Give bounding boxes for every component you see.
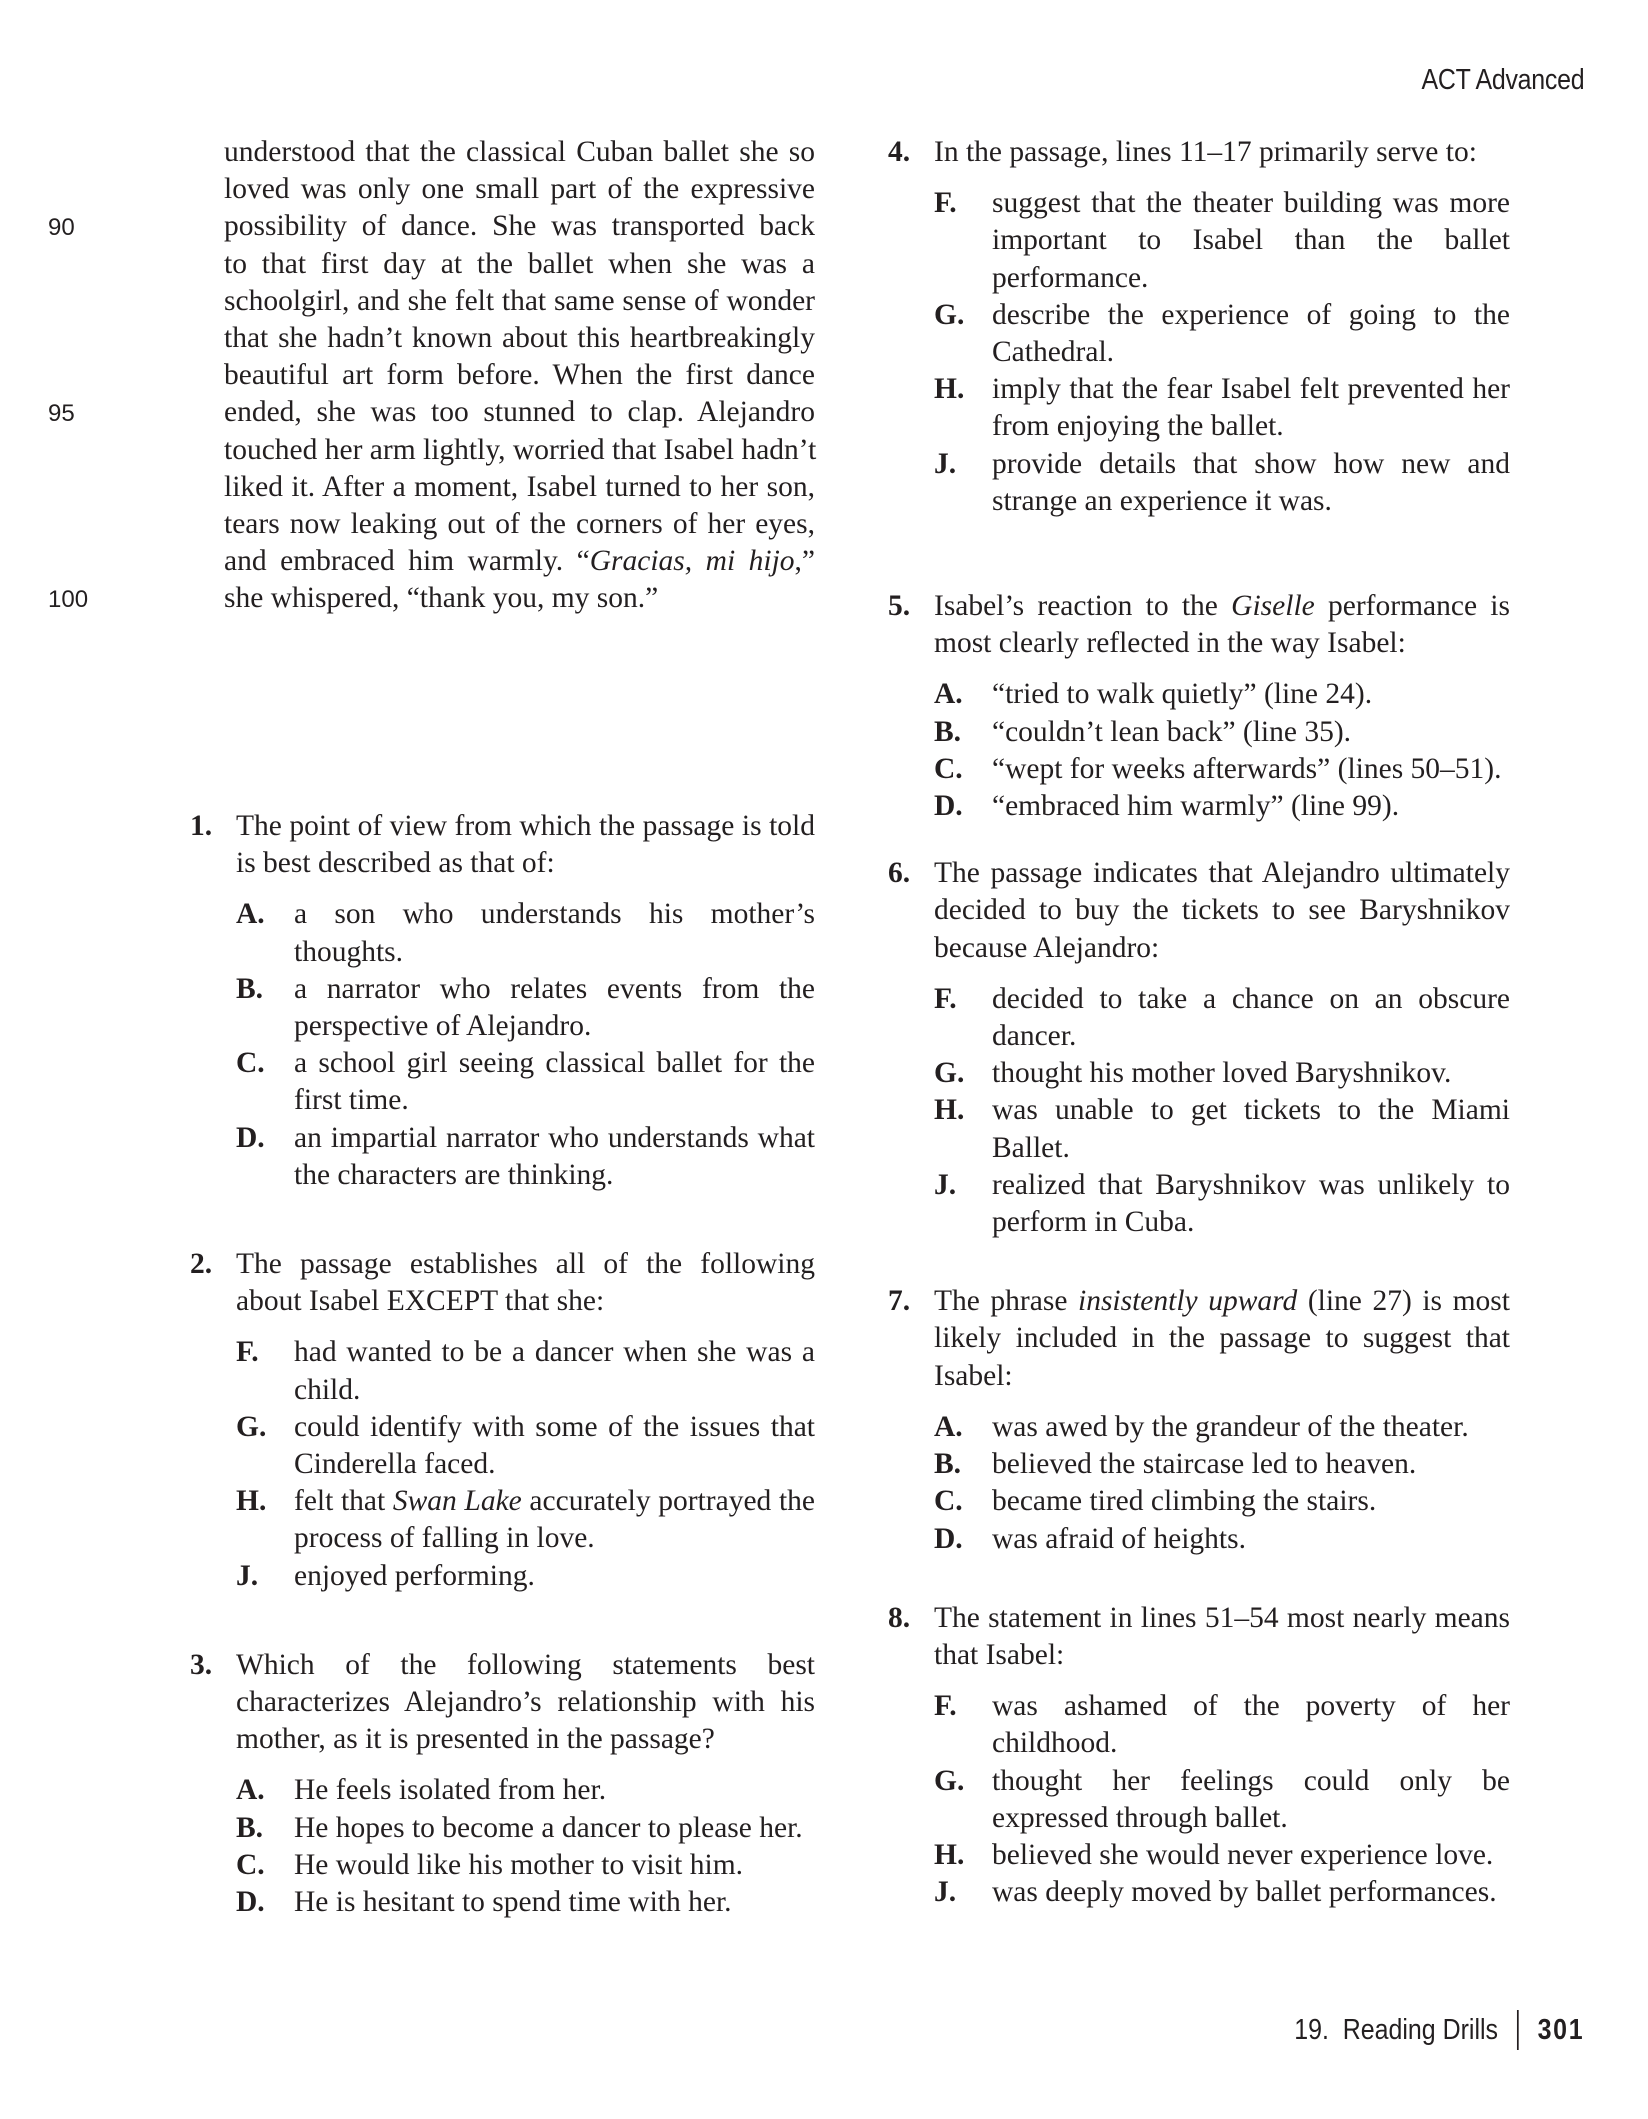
answer-choices <box>934 1409 1510 1558</box>
answer-choice-h[interactable]: H. felt that Swan Lake accurately portrayed the process of falling in love. <box>236 1485 815 1555</box>
question-stem: The phrase insistently upward (line 27) is most likely included in the passage to suggest that Isabel: <box>934 1285 1510 1392</box>
answer-choice-j[interactable]: J. was deeply moved by ballet performances. <box>934 1876 1497 1909</box>
question-stem: The passage establishes all of the following about Isabel EXCEPT that she: <box>236 1248 815 1318</box>
answer-choice-a[interactable]: A. was awed by the grandeur of the theater. <box>934 1410 1469 1443</box>
question-number: 2. <box>190 1248 213 1281</box>
answer-choices <box>236 1772 815 1921</box>
answer-choice-d[interactable]: D. “embraced him warmly” (line 99). <box>934 790 1400 823</box>
answer-choice-c[interactable]: C. He would like his mother to visit him. <box>236 1848 744 1881</box>
answer-choice-c[interactable]: C. a school girl seeing classical ballet for the first time. <box>236 1047 815 1117</box>
answer-choice-b[interactable]: B. He hopes to become a dancer to please her. <box>236 1811 803 1844</box>
question-8 <box>888 1600 1510 1912</box>
answer-choice-d[interactable]: D. was afraid of heights. <box>934 1522 1246 1555</box>
answer-choice-j[interactable]: J. realized that Baryshnikov was unlikely to perform in Cuba. <box>934 1168 1510 1239</box>
chapter-title: 19. Reading Drills <box>1293 2013 1498 2046</box>
answer-choice-a[interactable]: A. He feels isolated from her. <box>236 1774 607 1807</box>
passage-line: that she hadn’t known about this heartbreakingly <box>224 321 815 354</box>
passage-line: 100 she whispered, “thank you, my son.” <box>96 580 815 617</box>
page-footer <box>1294 2010 1584 2050</box>
answer-choice-j[interactable]: J. enjoyed performing. <box>236 1559 535 1592</box>
question-2 <box>190 1246 815 1595</box>
answer-choice-h[interactable]: H. was unable to get tickets to the Miami Ballet. <box>934 1094 1510 1164</box>
questions-right-column <box>888 134 1510 1911</box>
line-number: 90 <box>48 214 75 242</box>
question-number: 1. <box>190 810 213 842</box>
answer-choice-a[interactable]: A. a son who understands his mother’s thoughts. <box>236 898 815 968</box>
question-3 <box>190 1647 815 1921</box>
question-6 <box>888 855 1510 1241</box>
passage-line: liked it. After a moment, Isabel turned to her son, <box>224 470 815 503</box>
question-stem: Which of the following statements best characterizes Alejandro’s relationship with his mother, as it is presented in the passage? <box>236 1648 815 1756</box>
question-stem: Isabel’s reaction to the Giselle performance is most clearly reflected in the way Isabel: <box>934 590 1510 660</box>
answer-choices <box>934 185 1510 520</box>
answer-choice-f[interactable]: F. was ashamed of the poverty of her childhood. <box>934 1690 1510 1760</box>
answer-choice-g[interactable]: G. thought his mother loved Baryshnikov. <box>934 1057 1452 1090</box>
question-number: 6. <box>888 857 911 890</box>
question-number: 4. <box>888 136 911 168</box>
questions-left-column <box>190 808 815 1921</box>
answer-choice-j[interactable]: J. provide details that show how new and strange an experience it was. <box>934 447 1510 517</box>
answer-choices <box>934 1688 1510 1911</box>
passage-line: schoolgirl, and she felt that same sense of wonder <box>224 284 815 317</box>
passage-line: loved was only one small part of the expressive <box>224 173 815 206</box>
passage-line: 95 ended, she was too stunned to clap. Alejandro <box>96 394 815 431</box>
question-stem: The passage indicates that Alejandro ultimately decided to buy the tickets to see Baryshnikov because Alejandro: <box>934 857 1510 964</box>
answer-choices <box>934 676 1510 825</box>
answer-choice-a[interactable]: A. “tried to walk quietly” (line 24). <box>934 678 1373 711</box>
passage-line: beautiful art form before. When the first dance <box>224 359 815 392</box>
answer-choice-c[interactable]: C. became tired climbing the stairs. <box>934 1485 1377 1518</box>
answer-choice-h[interactable]: H. imply that the fear Isabel felt prevented her from enjoying the ballet. <box>934 373 1510 443</box>
question-number: 7. <box>888 1285 911 1318</box>
answer-choices <box>236 1334 815 1594</box>
answer-choice-g[interactable]: G. could identify with some of the issues that Cinderella faced. <box>236 1410 815 1481</box>
question-number: 3. <box>190 1648 213 1681</box>
page-number: 301 <box>1537 2013 1584 2046</box>
running-head-title: ACT Advanced <box>1421 64 1584 96</box>
passage-line: tears now leaking out of the corners of her eyes, <box>224 507 815 540</box>
answer-choices <box>934 981 1510 1241</box>
question-5 <box>888 588 1510 825</box>
answer-choice-g[interactable]: G. thought her feelings could only be expressed through ballet. <box>934 1764 1510 1834</box>
question-number: 8. <box>888 1601 911 1634</box>
question-stem: The statement in lines 51–54 most nearly means that Isabel: <box>934 1601 1510 1671</box>
footer-divider <box>1517 2010 1519 2050</box>
answer-choice-f[interactable]: F. suggest that the theater building was more important to Isabel than the ballet performance. <box>934 187 1510 294</box>
question-stem: The point of view from which the passage is told is best described as that of: <box>236 810 815 880</box>
line-number: 95 <box>48 400 75 428</box>
answer-choice-c[interactable]: C. “wept for weeks afterwards” (lines 50–51). <box>934 752 1502 785</box>
answer-choice-d[interactable]: D. an impartial narrator who understands what the characters are thinking. <box>236 1121 815 1191</box>
passage-line: touched her arm lightly, worried that Isabel hadn’t <box>224 433 817 466</box>
question-stem: In the passage, lines 11–17 primarily serve to: <box>934 136 1477 168</box>
answer-choice-g[interactable]: G. describe the experience of going to the Cathedral. <box>934 298 1510 369</box>
answer-choice-b[interactable]: B. a narrator who relates events from the perspective of Alejandro. <box>236 972 815 1043</box>
answer-choice-f[interactable]: F. had wanted to be a dancer when she was a child. <box>236 1336 815 1406</box>
reading-passage <box>48 134 817 617</box>
question-number: 5. <box>888 590 911 623</box>
answer-choice-f[interactable]: F. decided to take a chance on an obscure dancer. <box>934 982 1510 1053</box>
question-4 <box>888 134 1510 520</box>
passage-line: and embraced him warmly. “Gracias, mi hijo,” <box>224 545 815 578</box>
line-number: 100 <box>48 586 89 614</box>
answer-choice-b[interactable]: B. believed the staircase led to heaven. <box>934 1448 1417 1481</box>
passage-line: 90 possibility of dance. She was transported back <box>96 208 815 245</box>
passage-line: to that first day at the ballet when she was a <box>224 247 815 280</box>
answer-choice-d[interactable]: D. He is hesitant to spend time with her. <box>236 1886 732 1919</box>
answer-choice-h[interactable]: H. believed she would never experience love. <box>934 1838 1494 1871</box>
question-1 <box>190 808 815 1194</box>
question-7 <box>888 1283 1510 1557</box>
answer-choices <box>236 896 815 1194</box>
passage-line: understood that the classical Cuban ballet she so <box>224 136 815 168</box>
answer-choice-b[interactable]: B. “couldn’t lean back” (line 35). <box>934 715 1352 748</box>
